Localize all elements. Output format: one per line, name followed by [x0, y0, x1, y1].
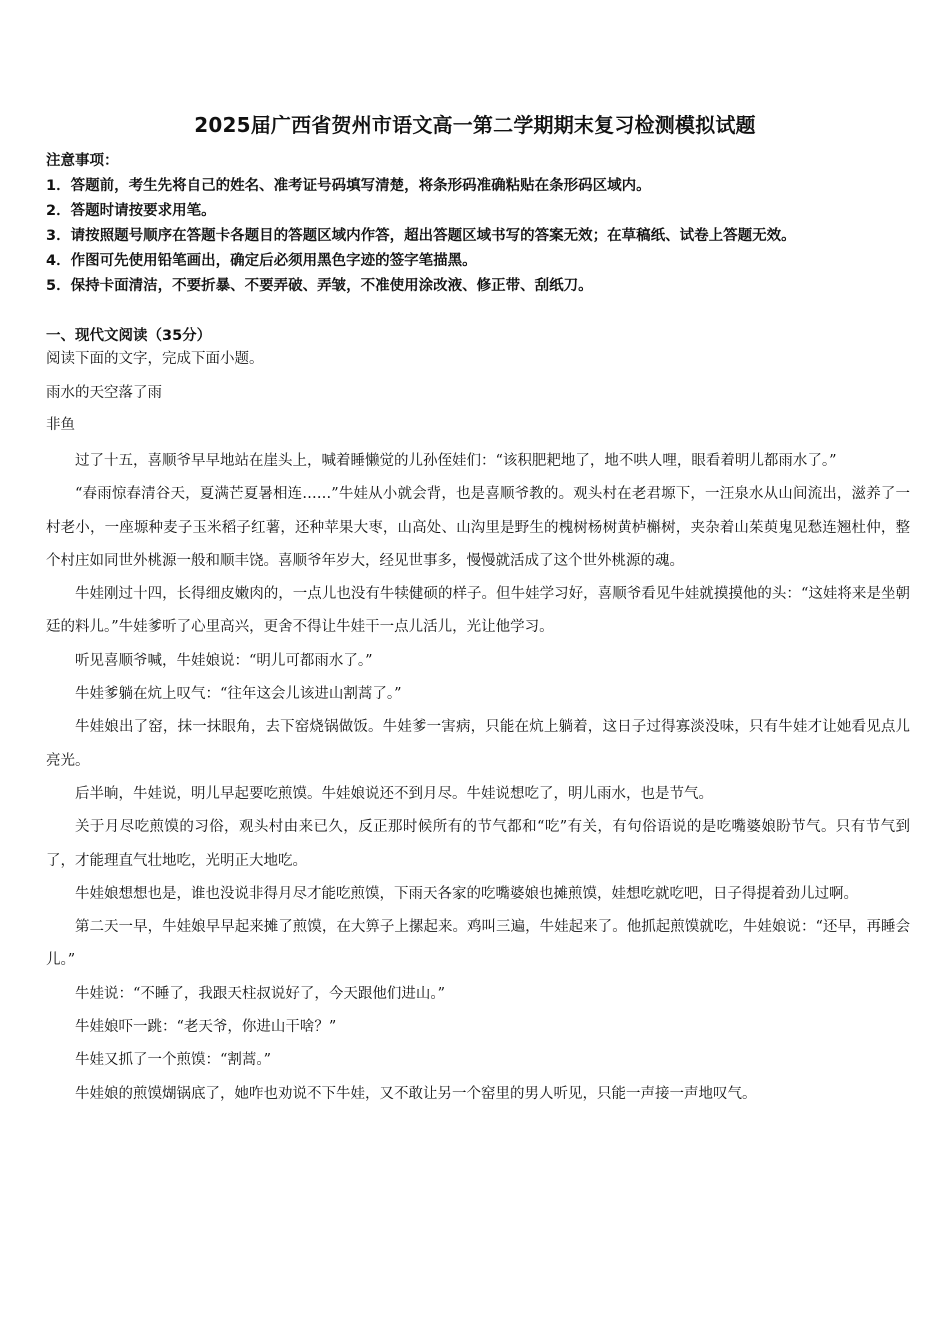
story-paragraph: 第二天一早，牛娃娘早早起来摊了煎馍，在大箅子上摞起来。鸡叫三遍，牛娃起来了。他抓起煎馍就吃，牛娃娘说：“还早，再睡会儿。”: [46, 919, 910, 969]
story-paragraph: 牛娃娘出了窑，抹一抹眼角，去下窑烧锅做饭。牛娃爹一害病，只能在炕上躺着，这日子过得寡淡没味，只有牛娃才让她看见点儿亮光。: [46, 719, 910, 769]
notice-item: 5．保持卡面清洁，不要折暴、不要弄破、弄皱，不准使用涂改液、修正带、刮纸刀。: [46, 278, 593, 294]
notice-heading: 注意事项：: [46, 153, 119, 169]
story-title: 雨水的天空落了雨: [46, 385, 162, 401]
story-paragraph: 牛娃刚过十四，长得细皮嫩肉的，一点儿也没有牛犊健硕的样子。但牛娃学习好，喜顺爷看见牛娃就摸摸他的头：“这娃将来是坐朝廷的料儿。”牛娃爹听了心里高兴，更舍不得让牛娃干一点儿活儿，光让他学习。: [46, 586, 910, 636]
story-paragraph: 后半晌，牛娃说，明儿早起要吃煎馍。牛娃娘说还不到月尽。牛娃说想吃了，明儿雨水，也是节气。: [75, 785, 713, 802]
section-instruction: 阅读下面的文字，完成下面小题。: [46, 351, 264, 367]
notice-item: 4．作图可先使用铅笔画出，确定后必须用黑色字迹的签字笔描黑。: [46, 253, 477, 269]
story-paragraph: 牛娃娘想想也是，谁也没说非得月尽才能吃煎馍，下雨天各家的吃嘴婆娘也摊煎馍，娃想吃就吃吧，日子得提着劲儿过啊。: [75, 885, 858, 902]
story-paragraph: 牛娃说：“不睡了，我跟天柱叔说好了，今天跟他们进山。”: [75, 985, 446, 1002]
notice-item: 3．请按照题号顺序在答题卡各题目的答题区域内作答，超出答题区域书写的答案无效；在草稿纸、试卷上答题无效。: [46, 228, 796, 244]
story-body: [46, 445, 910, 1111]
story-paragraph: 牛娃娘的煎馍煳锅底了，她咋也劝说不下牛娃，又不敢让另一个窑里的男人听见，只能一声接一声地叹气。: [75, 1085, 757, 1102]
story-author: 非鱼: [46, 417, 75, 433]
story-paragraph: 牛娃爹躺在炕上叹气：“往年这会儿该进山割蒿了。”: [75, 686, 402, 703]
story-paragraph: 牛娃又抓了一个煎馍：“割蒿。”: [75, 1052, 272, 1069]
section-heading: 一、现代文阅读（35分）: [46, 328, 212, 344]
story-paragraph: 过了十五，喜顺爷早早地站在崖头上，喊着睡懒觉的儿孙侄娃们：“该积肥耙地了，地不哄人哩，眼看着明儿都雨水了。”: [75, 453, 837, 469]
page-title: 2025届广西省贺州市语文高一第二学期期末复习检测模拟试题: [194, 113, 756, 137]
notice-item: 2．答题时请按要求用笔。: [46, 203, 216, 219]
story-paragraph: 关于月尽吃煎馍的习俗，观头村由来已久，反正那时候所有的节气都和“吃”有关，有句俗语说的是吃嘴婆娘盼节气。只有节气到了，才能理直气壮地吃，光明正大地吃。: [46, 819, 910, 869]
story-paragraph: 听见喜顺爷喊，牛娃娘说：“明儿可都雨水了。”: [75, 652, 373, 669]
notice-item: 1．答题前，考生先将自己的姓名、准考证号码填写清楚，将条形码准确粘贴在条形码区域内。: [46, 178, 651, 194]
notice-block: [46, 149, 916, 299]
story-paragraph: “春雨惊春清谷天，夏满芒夏暑相连……”牛娃从小就会背，也是喜顺爷教的。观头村在老君塬下，一汪泉水从山间流出，滋养了一村老小，一座塬种麦子玉米稻子红薯，还种苹果大枣，山高处、山沟里是野生的槐树杨树黄栌槲树，夹杂着山茱萸鬼见愁连翘杜仲，整个村庄如同世外桃源一般和顺丰饶。喜顺爷年岁大，经见世事多，慢慢就活成了这个世外桃源的魂。: [46, 486, 910, 569]
story-paragraph: 牛娃娘吓一跳：“老天爷，你进山干啥？”: [75, 1019, 337, 1036]
